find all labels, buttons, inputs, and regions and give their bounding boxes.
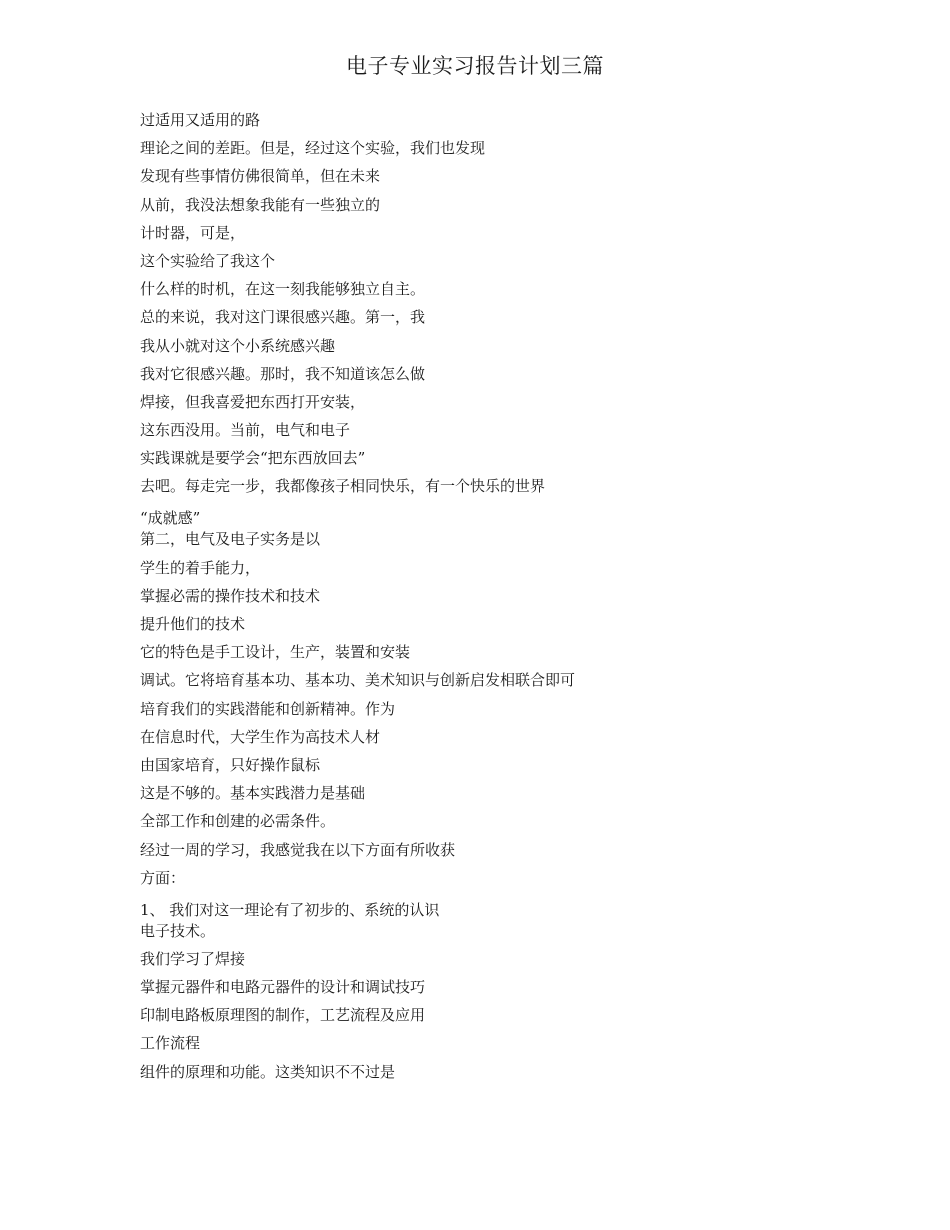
text-line: 它的特色是手工设计，生产，装置和安装 (140, 643, 411, 662)
document-title: 电子专业实习报告计划三篇 (346, 54, 604, 78)
text-line: 过适用又适用的路 (140, 111, 261, 129)
text-line: 全部工作和创建的必需条件。 (140, 812, 336, 831)
text-line: 掌握必需的操作技术和技术 (140, 586, 321, 605)
text-line: 由国家培育，只好操作鼠标 (140, 755, 321, 774)
text-line: 我对它很感兴趣。那时，我不知道该怎么做 (140, 364, 426, 383)
text-line: 经过一周的学习，我感觉我在以下方面有所收获 (140, 840, 456, 859)
text-line: 调试。它将培育基本功、基本功、美术知识与创新启发相联合即可 (140, 671, 576, 690)
text-line: 总的来说，我对这门课很感兴趣。第一，我 (140, 308, 426, 327)
text-line: 培育我们的实践潜能和创新精神。作为 (140, 699, 396, 718)
text-line: 这东西没用。当前，电气和电子 (140, 421, 351, 440)
text-line: 电子技术。 (140, 921, 216, 940)
text-line: 学生的着手能力， (140, 558, 261, 577)
text-line: 方面： (140, 868, 186, 887)
text-line: 理论之间的差距。但是，经过这个实验，我们也发现 (140, 139, 486, 158)
text-line: 工作流程 (140, 1034, 201, 1053)
text-line: 在信息时代，大学生作为高技术人材 (140, 727, 381, 746)
text-line: 我们学习了焊接 (140, 949, 246, 968)
text-line: 发现有些事情仿佛很简单，但在未来 (140, 167, 381, 186)
text-line: 去吧。每走完一步，我都像孩子相同快乐，有一个快乐的世界 (140, 477, 546, 496)
text-line: 这个实验给了我这个 (140, 251, 276, 270)
document-body (140, 110, 900, 1090)
text-line: 提升他们的技术 (140, 615, 246, 633)
text-line: 实践课就是要学会“把东西放回去” (140, 449, 366, 468)
numbered-item: 1、 我们对这一理论有了初步的、系统的认识 (140, 900, 440, 919)
text-line: 掌握元器件和电路元器件的设计和调试技巧 (140, 978, 426, 997)
text-line: 组件的原理和功能。这类知识不不过是 (140, 1062, 396, 1081)
text-line: 计时器，可是， (140, 223, 246, 242)
text-line: 什么样的时机，在这一刻我能够独立自主。 (140, 280, 426, 299)
text-line: 焊接，但我喜爱把东西打开安装， (140, 392, 366, 411)
text-line: 从前，我没法想象我能有一些独立的 (140, 195, 381, 214)
text-line: 印制电路板原理图的制作，工艺流程及应用 (140, 1006, 426, 1025)
text-line: 我从小就对这个小系统感兴趣 (140, 336, 336, 355)
text-line: “成就感” (140, 509, 201, 528)
text-line: 第二，电气及电子实务是以 (140, 530, 321, 549)
text-line: 这是不够的。基本实践潜力是基础 (140, 784, 366, 803)
